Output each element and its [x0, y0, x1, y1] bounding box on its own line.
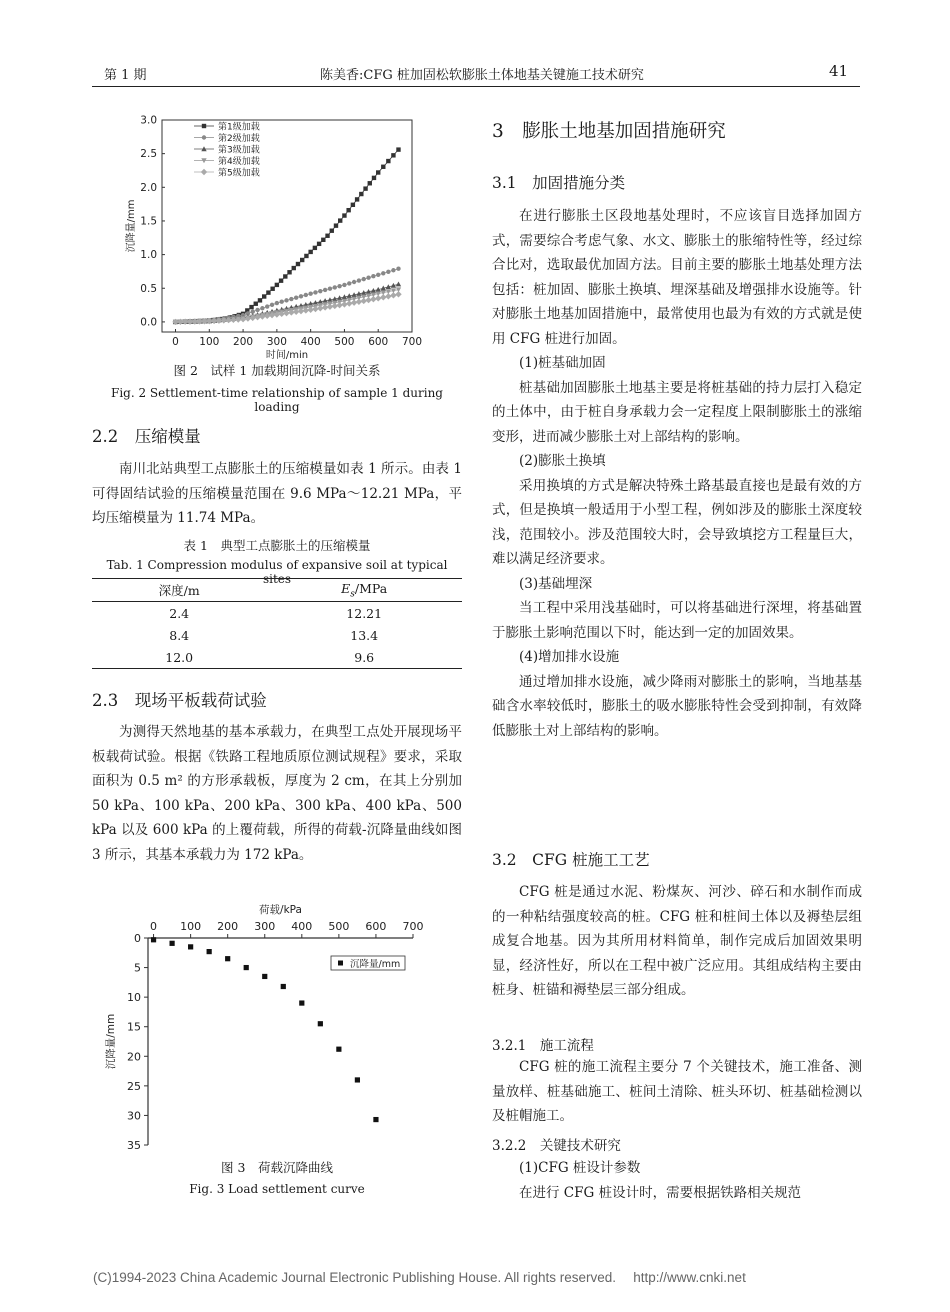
section-3-2-heading: 3.2 CFG 桩施工工艺 — [492, 851, 650, 869]
data-point — [308, 291, 312, 295]
data-point — [333, 285, 337, 289]
data-point — [330, 229, 334, 233]
table-row — [92, 646, 462, 669]
data-point — [308, 250, 312, 254]
data-point — [207, 949, 212, 954]
paragraph: 桩基础加固膨胀土地基主要是将桩基础的持力层打入稳定的土体中，由于桩自身承载力会一定程度上限制膨胀土的涨缩变形，进而减少膨胀土对上部结构的影响。 — [492, 379, 862, 445]
y-tick-label: 2.0 — [140, 181, 157, 194]
data-point — [385, 293, 391, 299]
x-tick-label: 200 — [217, 920, 239, 933]
paragraph: CFG 桩是通过水泥、粉煤灰、河沙、碎石和水制作而成的一种粘结强度较高的桩。CFG 桩和桩间土体以及褥垫层组成复合地基。因为其所用材料简单，制作完成后加固效果明显，经济性好，所以在工程中被广泛应用。其组成结构主要由桩身、桩锚和褥垫层三部分组成。 — [492, 884, 862, 998]
data-point — [365, 297, 371, 303]
data-point — [342, 283, 346, 287]
y-tick-label: 1.5 — [140, 215, 157, 228]
legend-entry: 第4级加载 — [218, 157, 260, 167]
data-point — [370, 296, 376, 302]
data-point — [391, 153, 395, 157]
x-tick-label: 300 — [254, 920, 276, 933]
paragraph: 当工程中采用浅基础时，可以将基础进行深埋，将基础置于膨胀土影响范围以下时，能达到一定的加固效果。 — [492, 600, 862, 641]
data-point — [292, 266, 296, 270]
data-point — [270, 287, 274, 291]
data-point — [355, 1077, 360, 1082]
x-tick-label: 600 — [368, 336, 389, 348]
list-item-heading: (1)桩基础加固 — [519, 355, 606, 371]
y-tick-label: 35 — [127, 1139, 141, 1152]
data-point — [328, 286, 332, 290]
data-point — [363, 186, 367, 190]
series-line — [176, 284, 399, 322]
data-point — [296, 262, 300, 266]
data-point — [299, 294, 303, 298]
paragraph: 在进行 CFG 桩设计时，需要根据铁路相关规范 — [519, 1184, 802, 1201]
data-point — [366, 275, 370, 279]
data-point — [376, 273, 380, 277]
y-tick-label: 5 — [134, 961, 141, 975]
x-tick-label: 500 — [328, 920, 350, 933]
data-point — [255, 308, 259, 312]
table-cell: 12.0 — [165, 649, 194, 665]
data-point — [357, 278, 361, 282]
data-point — [169, 941, 174, 946]
data-point — [275, 301, 279, 305]
x-tick-label: 700 — [401, 336, 422, 348]
data-point — [346, 300, 352, 306]
data-point — [304, 254, 308, 258]
data-point — [346, 208, 350, 212]
data-point — [337, 284, 341, 288]
paragraph: 在进行膨胀土区段地基处理时，不应该盲目选择加固方式，需要综合考虑气象、水文、膨胀土的胀缩特性等，经过综合比对，选取最优加固方法。目前主要的膨胀土地基处理方法包括：桩加固、膨胀土换填、埋深基础及增强排水设施等。针对膨胀土地基加固措施中，最常使用也最为有效的方式就是使用 CFG 桩进行加固。 — [492, 208, 862, 347]
data-point — [351, 299, 357, 305]
data-point — [279, 278, 283, 282]
section-3-2-body — [492, 880, 862, 1003]
data-point — [254, 302, 258, 306]
y-axis-label: 沉降量/mm — [126, 199, 137, 253]
section-2-3-body — [92, 720, 462, 867]
data-point — [361, 298, 367, 304]
legend-marker — [201, 169, 207, 175]
paragraph: 通过增加排水设施，减少降雨对膨胀土的影响，当地基基础含水率较低时，膨胀土的吸水膨胀特性会受到抑制，有效降低膨胀土对上部结构的影响。 — [492, 673, 862, 739]
x-tick-label: 700 — [402, 920, 424, 933]
data-point — [336, 1047, 341, 1052]
x-tick-label: 500 — [334, 336, 355, 348]
data-point — [313, 290, 317, 294]
data-point — [362, 277, 366, 281]
data-point — [338, 218, 342, 222]
data-point — [347, 281, 351, 285]
data-point — [325, 234, 329, 238]
data-point — [249, 305, 253, 309]
legend-marker — [202, 135, 206, 139]
data-point — [373, 1117, 378, 1122]
table-1-caption: 表 1 典型工点膨胀土的压缩模量 — [183, 538, 371, 553]
data-point — [299, 1000, 304, 1005]
data-point — [334, 223, 338, 227]
section-3-1-body — [492, 204, 862, 743]
x-tick-label: 600 — [365, 920, 387, 933]
figure-2-chart — [122, 108, 422, 360]
legend-entry: 第2级加载 — [218, 134, 260, 144]
table-header-es: $E_s$/MPa — [341, 580, 388, 600]
y-tick-label: 1.0 — [140, 249, 157, 262]
list-item-heading: (4)增加排水设施 — [519, 649, 620, 665]
table-cell: 13.4 — [350, 627, 379, 643]
y-tick-label: 30 — [127, 1109, 141, 1123]
page-number: 41 — [829, 62, 849, 80]
figure-2-caption: 图 2 试样 1 加载期间沉降-时间关系 — [173, 363, 381, 378]
table-1 — [92, 578, 462, 669]
running-title: 陈美香:CFG 桩加固松软膨胀土体地基关键施工技术研究 — [320, 68, 644, 83]
table-cell: 9.6 — [354, 649, 375, 665]
data-point — [262, 294, 266, 298]
x-tick-label: 400 — [291, 920, 313, 933]
issue-label: 第 1 期 — [104, 68, 147, 83]
legend-entry: 沉降量/mm — [350, 959, 401, 970]
data-point — [287, 270, 291, 274]
paragraph: CFG 桩的施工流程主要分 7 个关键技术，施工准备、测量放样、桩基础施工、桩间土清除、桩头环切、桩基础检测以及桩帽施工。 — [492, 1059, 862, 1124]
data-point — [342, 213, 346, 217]
x-tick-label: 200 — [233, 336, 254, 348]
section-2-2-body — [92, 457, 462, 531]
legend-entry: 第3级加载 — [218, 145, 260, 156]
data-point — [327, 304, 333, 310]
table-cell: 2.4 — [169, 605, 190, 621]
figure-3-chart — [98, 902, 428, 1157]
data-point — [244, 965, 249, 970]
section-3-2-1-body — [492, 1055, 862, 1129]
x-axis-label: 时间/min — [265, 350, 309, 360]
data-point — [188, 944, 193, 949]
data-point — [351, 203, 355, 207]
data-point — [381, 271, 385, 275]
data-point — [381, 165, 385, 169]
data-point — [380, 294, 386, 300]
x-tick-label: 300 — [266, 336, 287, 348]
section-3-2-1-heading: 3.2.1 施工流程 — [492, 1038, 594, 1054]
data-point — [368, 181, 372, 185]
data-point — [396, 267, 400, 271]
x-tick-label: 100 — [199, 336, 220, 348]
data-point — [352, 280, 356, 284]
table-header-depth: 深度/m — [158, 583, 200, 598]
legend-marker — [202, 124, 206, 128]
data-point — [270, 303, 274, 307]
data-point — [151, 937, 156, 942]
list-item-heading: (3)基础埋深 — [519, 575, 593, 592]
data-point — [258, 298, 262, 302]
data-point — [396, 282, 401, 287]
section-2-2-paragraph: 南川北站典型工点膨胀土的压缩模量如表 1 所示。由表 1 可得固结试验的压缩模量范围在 9.6 MPa～12.21 MPa，平均压缩模量为 11.74 MPa。 — [92, 461, 462, 526]
data-point — [321, 238, 325, 242]
data-point — [275, 283, 279, 287]
section-3-2-2-body — [492, 1156, 862, 1205]
x-tick-label: 0 — [150, 920, 158, 933]
data-point — [359, 192, 363, 196]
section-3-2-2-heading: 3.2.2 关键技术研究 — [492, 1138, 621, 1154]
y-tick-label: 20 — [127, 1050, 141, 1064]
data-point — [323, 288, 327, 292]
y-tick-label: 0.0 — [140, 316, 157, 329]
legend-entry: 第5级加载 — [218, 168, 260, 179]
section-2-2-heading: 2.2 压缩模量 — [92, 427, 201, 446]
data-point — [386, 159, 390, 163]
data-point — [283, 274, 287, 278]
section-2-3-paragraph: 为测得天然地基的基本承载力，在典型工点处开展现场平板载荷试验。根据《铁路工程地质原位测试规程》要求，采取面积为 0.5 m² 的方形承载板，厚度为 2 cm，在其上分别加 50 kPa、100 kPa、200 kPa、300 kPa、400 kPa、500 kPa 以及 600 kPa 的上覆荷载，所得的荷载-沉降量曲线如图 3 所示，其基本承载力为 172 kPa。 — [92, 724, 462, 863]
x-tick-label: 0 — [172, 336, 179, 348]
data-point — [279, 300, 283, 304]
data-point — [391, 268, 395, 272]
data-point — [225, 956, 230, 961]
x-tick-label: 100 — [180, 920, 202, 933]
y-axis-label: 沉降量/mm — [105, 1013, 117, 1070]
data-point — [318, 289, 322, 293]
table-cell: 12.21 — [346, 605, 383, 621]
data-point — [336, 302, 342, 308]
paragraph: 采用换填的方式是解决特殊土路基最直接也是最有效的方式，但是换填一般适用于小型工程，例如涉及的膨胀土深度较浅，范围较小。涉及范围较大时，会导致填挖方工程量巨大，难以满足经济要求。 — [492, 477, 862, 567]
data-point — [265, 304, 269, 308]
data-point — [260, 306, 264, 310]
x-tick-label: 400 — [300, 336, 321, 348]
y-tick-label: 25 — [127, 1079, 141, 1093]
data-point — [294, 295, 298, 299]
data-point — [300, 258, 304, 262]
section-3-1-heading: 3.1 加固措施分类 — [492, 174, 626, 192]
data-point — [262, 974, 267, 979]
section-2-3-heading: 2.3 现场平板载荷试验 — [92, 691, 267, 710]
data-point — [375, 295, 381, 301]
table-row — [92, 624, 462, 646]
footer-copyright: (C)1994-2023 China Academic Journal Electronic Publishing House. All rights reserved. http://www.cnki.net — [93, 1270, 746, 1285]
list-item-heading: (2)膨胀土换填 — [519, 453, 606, 469]
figure-2-caption-en: Fig. 2 Settlement-time relationship of sample 1 during loading — [111, 386, 443, 414]
data-point — [356, 299, 362, 305]
data-point — [281, 984, 286, 989]
data-point — [317, 242, 321, 246]
data-point — [371, 274, 375, 278]
y-tick-label: 3.0 — [140, 114, 157, 127]
data-point — [386, 270, 390, 274]
y-tick-label: 0.5 — [140, 282, 157, 295]
data-point — [355, 197, 359, 201]
x-axis-label: 荷载/kPa — [259, 904, 302, 916]
y-tick-label: 15 — [127, 1020, 141, 1034]
data-point — [372, 176, 376, 180]
y-tick-label: 0 — [134, 932, 141, 945]
legend-marker — [338, 961, 343, 966]
y-tick-label: 10 — [127, 991, 141, 1005]
table-1-caption-en: Tab. 1 Compression modulus of expansive soil at typical sites — [106, 558, 448, 586]
data-point — [341, 301, 347, 307]
data-point — [266, 290, 270, 294]
data-point — [289, 297, 293, 301]
data-point — [332, 303, 338, 309]
data-point — [304, 293, 308, 297]
section-3-heading: 3 膨胀土地基加固措施研究 — [492, 121, 726, 142]
y-tick-label: 2.5 — [140, 148, 157, 161]
data-point — [284, 298, 288, 302]
series-1 — [173, 147, 400, 324]
legend-entry: 第1级加载 — [218, 122, 260, 133]
data-point — [318, 1021, 323, 1026]
figure-3-caption: 图 3 荷载沉降曲线 — [221, 1160, 333, 1175]
series-3 — [173, 282, 401, 325]
data-point — [313, 246, 317, 250]
data-point — [395, 291, 401, 297]
data-point — [376, 170, 380, 174]
data-point — [390, 292, 396, 298]
data-point — [396, 147, 400, 151]
figure-3-caption-en: Fig. 3 Load settlement curve — [189, 1182, 365, 1196]
table-row — [92, 602, 462, 625]
list-item-heading: (1)CFG 桩设计参数 — [519, 1160, 641, 1176]
header-rule — [92, 86, 860, 87]
table-cell: 8.4 — [169, 627, 190, 643]
